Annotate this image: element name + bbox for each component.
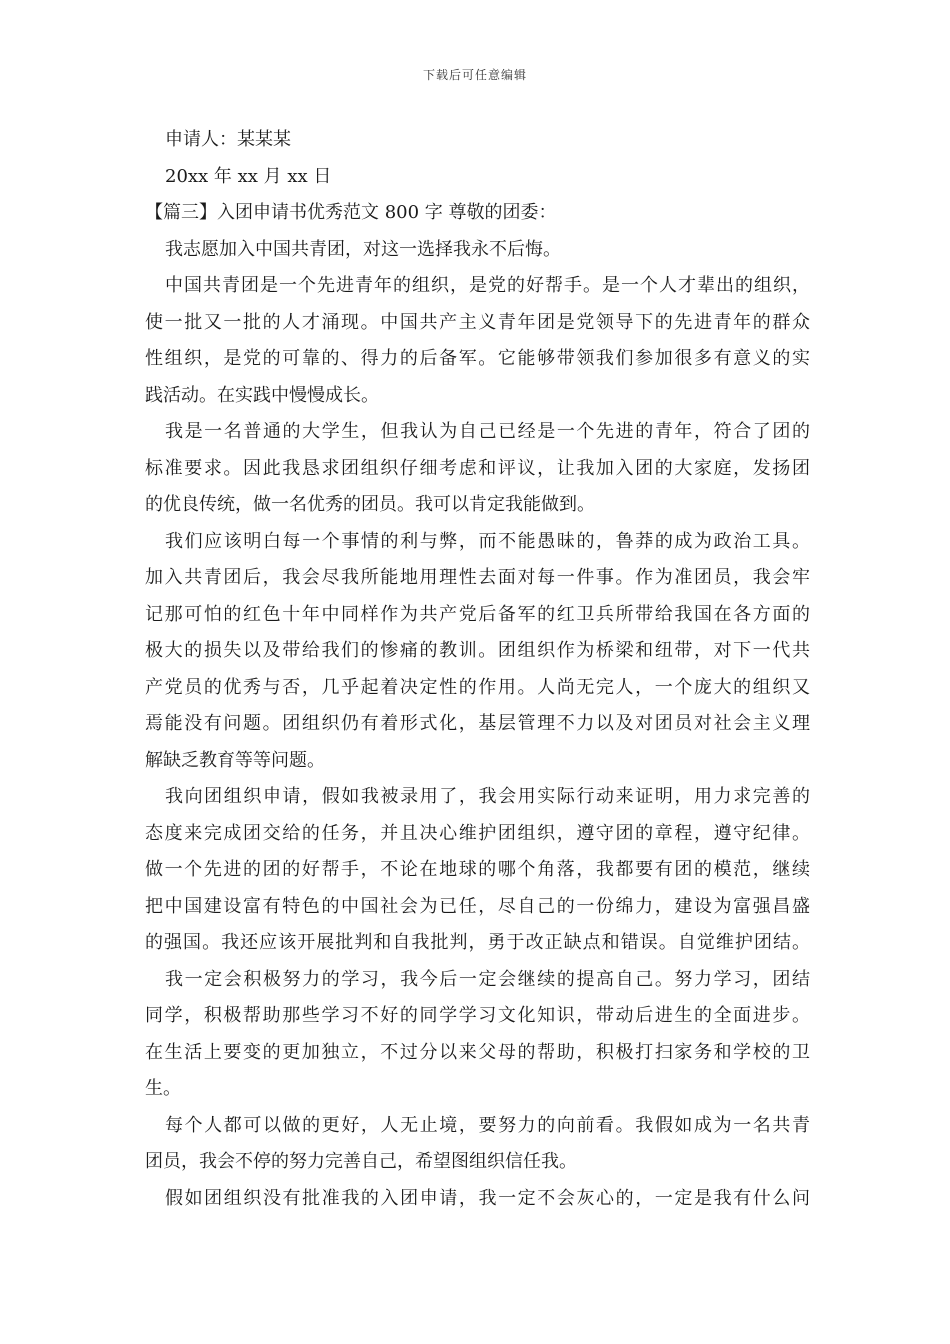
text-line: 态度来完成团交给的任务，并且决心维护团组织，遵守团的章程，遵守纪律。: [145, 822, 810, 844]
text-line: 我们应该明白每一个事情的利与弊，而不能愚昧的，鲁莽的成为政治工具。: [165, 530, 810, 552]
text-line: 我向团组织申请，假如我被录用了，我会用实际行动来证明，用力求完善的: [165, 786, 810, 807]
text-line: 假如团组织没有批准我的入团申请，我一定不会灰心的，一定是我有什么问: [165, 1187, 810, 1209]
text-line: 【篇三】入团申请书优秀范文 800 字 尊敬的团委：: [145, 202, 557, 223]
text-line: 每个人都可以做的更好，人无止境，要努力的向前看。我假如成为一名共青: [165, 1114, 810, 1136]
text-line: 生。: [145, 1078, 181, 1099]
text-line: 把中国建设富有特色的中国社会为已任，尽自己的一份绵力，建设为富强昌盛: [145, 895, 810, 917]
text-line: 申请人：某某某: [165, 129, 291, 150]
text-line: 焉能没有问题。团组织仍有着形式化，基层管理不力以及对团员对社会主义理: [145, 713, 810, 734]
text-line: 20xx 年 xx 月 xx 日: [165, 165, 332, 187]
text-line: 我志愿加入中国共青团，对这一选择我永不后悔。: [165, 238, 561, 260]
document-body: [145, 122, 810, 1217]
text-line: 践活动。在实践中慢慢成长。: [145, 384, 379, 406]
text-line: 解缺乏教育等等问题。: [145, 749, 325, 771]
text-line: 中国共青团是一个先进青年的组织，是党的好帮手。是一个人才辈出的组织，: [165, 275, 810, 296]
text-line: 标准要求。因此我恳求团组织仔细考虑和评议，让我加入团的大家庭，发扬团: [145, 457, 810, 479]
text-line: 加入共青团后，我会尽我所能地用理性去面对每一件事。作为准团员，我会牢: [145, 567, 810, 588]
text-line: 的强国。我还应该开展批判和自我批判，勇于改正缺点和错误。自觉维护团结。: [145, 932, 810, 953]
text-line: 产党员的优秀与否，几乎起着决定性的作用。人尚无完人，一个庞大的组织又: [145, 676, 810, 698]
text-line: 我是一名普通的大学生，但我认为自己已经是一个先进的青年，符合了团的: [165, 421, 810, 442]
text-line: 极大的损失以及带给我们的惨痛的教训。团组织作为桥梁和纽带，对下一代共: [145, 640, 810, 661]
text-line: 做一个先进的团的好帮手，不论在地球的哪个角落，我都要有团的模范，继续: [145, 859, 810, 880]
text-line: 的优良传统，做一名优秀的团员。我可以肯定我能做到。: [145, 494, 595, 515]
text-line: 使一批又一批的人才涌现。中国共产主义青年团是党领导下的先进青年的群众: [145, 311, 810, 333]
text-line: 团员，我会不停的努力完善自己，希望图组织信任我。: [145, 1151, 577, 1172]
text-line: 在生活上要变的更加独立，不过分以来父母的帮助，积极打扫家务和学校的卫: [145, 1041, 810, 1063]
page-header: 下载后可任意编辑: [422, 68, 527, 82]
text-line: 记那可怕的红色十年中同样作为共产党后备军的红卫兵所带给我国在各方面的: [145, 603, 810, 625]
text-line: 我一定会积极努力的学习，我今后一定会继续的提高自己。努力学习，团结: [165, 968, 810, 990]
text-line: 性组织，是党的可靠的、得力的后备军。它能够带领我们参加很多有意义的实: [145, 348, 810, 369]
text-line: 同学，积极帮助那些学习不好的同学学习文化知识，带动后进生的全面进步。: [145, 1005, 810, 1026]
